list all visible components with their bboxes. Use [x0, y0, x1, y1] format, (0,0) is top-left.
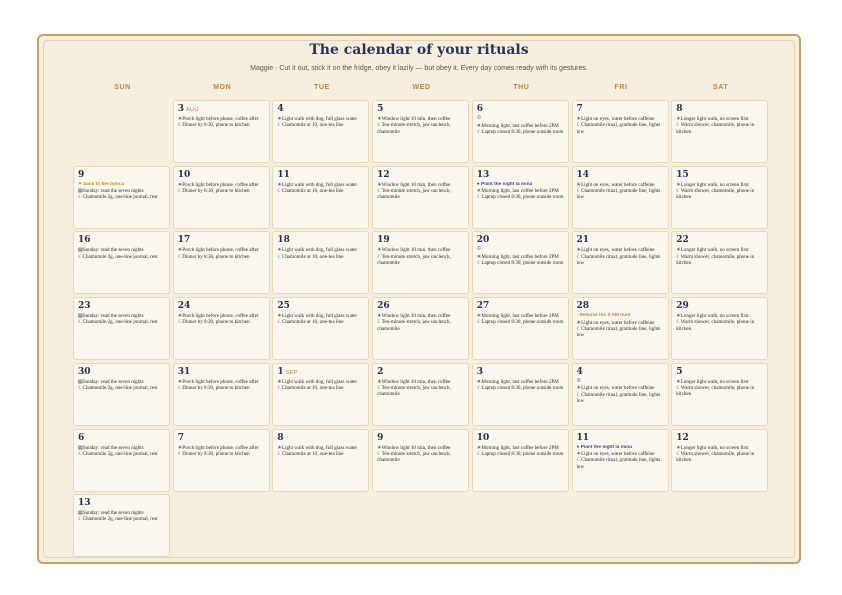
evening-ritual: ☾Warm shower, chamomile, phone in kitchen	[676, 450, 755, 464]
day-cell	[671, 231, 768, 294]
day-number-text: 6	[78, 432, 85, 443]
morning-ritual: ▤Sunday: read the seven nights	[78, 444, 144, 451]
day-cell	[272, 429, 369, 492]
evening-ritual: ☾Laptop closed 8:30, phone outside room	[476, 194, 564, 201]
weekday-wed: WED	[412, 84, 431, 91]
day-number	[477, 235, 564, 247]
day-cell	[173, 166, 270, 229]
day-number	[577, 235, 664, 247]
day-number	[577, 433, 664, 445]
day-number-text: 7	[177, 432, 184, 443]
day-number	[178, 170, 265, 182]
day-number	[577, 367, 664, 379]
evening-ritual: ☾Chamomile 2g, one-line journal, rest	[78, 319, 158, 326]
day-cell	[372, 166, 469, 229]
evening-ritual: ☾Warm shower, chamomile, phone in kitchen	[676, 319, 755, 332]
day-number	[577, 170, 664, 182]
morning-ritual: ▤Sunday: read the seven nights	[78, 188, 144, 195]
day-cell	[272, 297, 369, 360]
day-number-text: 16	[78, 235, 91, 246]
morning-ritual: ☀Light walk with dog, full glass water	[277, 116, 358, 122]
day-cell	[173, 429, 270, 492]
morning-ritual: ☀Window light 10 min, then coffee	[377, 116, 451, 122]
evening-ritual: ☾Ten-minute stretch, jaw unclench, chamomile	[377, 253, 451, 266]
calendar-sheet	[37, 34, 801, 564]
day-number	[277, 104, 364, 116]
day-cell	[173, 363, 270, 426]
day-number-text: 27	[476, 301, 490, 312]
day-cell	[671, 297, 768, 360]
day-cell	[572, 166, 669, 229]
day-number-text: 25	[277, 301, 290, 312]
moon-phase-icon: ©	[576, 378, 582, 384]
day-number	[78, 301, 165, 313]
day-number	[477, 301, 564, 313]
evening-ritual: ☾Dinner by 8:30, phone to kitchen	[177, 187, 250, 194]
evening-ritual: ☾Warm shower, chamomile, phone in kitchen	[676, 253, 755, 266]
weekday-thu: THU	[513, 84, 530, 91]
event-badge: ◦ Release the 3 AM hunt	[576, 313, 631, 319]
weekday-fri: FRI	[614, 84, 628, 91]
morning-ritual: ☀Morning light, last coffee before 2PM	[476, 444, 559, 451]
day-number	[676, 104, 763, 116]
evening-ritual: ☾Chamomile at 10, one-tea line	[277, 253, 344, 260]
day-number-text: 24	[177, 301, 191, 312]
evening-ritual: ☾Chamomile at 10, one-tea line	[277, 385, 344, 392]
day-number-text: 31	[177, 366, 191, 377]
evening-ritual: ☾Chamomile at 10, one-tea line	[277, 122, 344, 129]
day-cell	[372, 100, 469, 163]
evening-ritual: ☾Chamomile 2g, one-line journal, rest	[78, 385, 158, 392]
day-cell	[572, 363, 669, 426]
day-cell	[73, 363, 170, 426]
evening-ritual: ☾Dinner by 8:30, phone to kitchen	[177, 385, 250, 392]
day-number	[277, 433, 364, 445]
day-cell	[472, 166, 569, 229]
event-badge: ✦ back to the botica	[78, 181, 125, 187]
morning-ritual: ☀Porch light before phone, coffee after	[177, 378, 259, 385]
day-number	[178, 301, 265, 313]
day-cell	[572, 100, 669, 163]
day-number-text: 29	[676, 301, 689, 312]
day-cell	[572, 297, 669, 360]
morning-ritual: ☀Window light 10 min, then coffee	[377, 181, 451, 188]
morning-ritual: ☀Porch light before phone, coffee after	[177, 181, 259, 188]
morning-ritual: ☀Porch light before phone, coffee after	[177, 116, 259, 122]
day-number-text: 23	[78, 301, 91, 312]
morning-ritual: ☀Window light 10 min, then coffee	[377, 313, 451, 320]
day-number	[277, 170, 364, 182]
day-cell	[173, 231, 270, 294]
evening-ritual: ☾Laptop closed 8:30, phone outside room	[476, 128, 564, 135]
morning-ritual: ☀Longer light walk, no screen first	[676, 181, 749, 188]
morning-ritual: ☀Longer light walk, no screen first	[676, 378, 749, 385]
day-number	[277, 235, 364, 247]
event-badge: ● Plant the night la mina	[476, 181, 533, 187]
morning-ritual: ☀Morning light, last coffee before 2PM	[476, 122, 559, 129]
day-number-text: 19	[377, 235, 390, 246]
day-number-text: 10	[177, 169, 191, 180]
day-number	[78, 235, 165, 247]
evening-ritual: ☾Ten-minute stretch, jaw unclench, chamomile	[377, 319, 451, 332]
morning-ritual: ☀Light on eyes, water before caffeine	[576, 385, 655, 392]
page-subtitle: Maggie · Cut it out, stick it on the fridge, obey it lazily — but obey it. Every day comes ready with its gestures.	[250, 65, 588, 72]
day-cell	[572, 429, 669, 492]
day-number	[377, 367, 464, 379]
day-number-text: 8	[676, 104, 683, 114]
day-number-text: 20	[476, 235, 490, 246]
day-number-text: 13	[78, 498, 91, 509]
day-number	[277, 301, 364, 313]
morning-ritual: ☀Light walk with dog, full glass water	[277, 444, 358, 451]
day-cell	[73, 231, 170, 294]
day-number	[277, 367, 364, 379]
morning-ritual: ☀Porch light before phone, coffee after	[177, 313, 259, 320]
morning-ritual: ☀Morning light, last coffee before 2PM	[476, 313, 559, 320]
day-number-text: 12	[676, 432, 689, 443]
day-number	[377, 235, 464, 247]
morning-ritual: ☀Light walk with dog, full glass water	[277, 247, 358, 254]
day-number-text: 9	[377, 432, 384, 443]
day-cell	[372, 231, 469, 294]
morning-ritual: ☀Light walk with dog, full glass water	[277, 181, 358, 188]
evening-ritual: ☾Dinner by 8:30, phone to kitchen	[177, 450, 250, 457]
day-number	[377, 170, 464, 182]
day-number	[477, 104, 564, 116]
weekday-tue: TUE	[313, 84, 330, 91]
day-cell	[73, 297, 170, 360]
evening-ritual: ☾Dinner by 8:30, phone to kitchen	[177, 253, 250, 260]
day-number-text: 1	[277, 366, 284, 377]
day-number-text: 15	[676, 169, 689, 180]
evening-ritual: ☾Warm shower, chamomile, phone in kitchen	[676, 187, 755, 201]
day-number-text: 7	[576, 104, 583, 114]
morning-ritual: ▤Sunday: read the seven nights	[78, 247, 144, 254]
morning-ritual: ☀Longer light walk, no screen first	[676, 247, 749, 254]
morning-ritual: ☀Window light 10 min, then coffee	[377, 378, 451, 385]
day-cell	[671, 429, 768, 492]
weekday-sat: SAT	[713, 84, 729, 91]
day-number	[676, 301, 763, 313]
morning-ritual: ☀Morning light, last coffee before 2PM	[476, 188, 559, 195]
event-badge: ● Plant the night la mina	[576, 444, 632, 450]
evening-ritual: ☾Chamomile 2g, one-line journal, rest	[78, 516, 158, 523]
evening-ritual: ☾Chamomile ritual, gratitude line, lights low	[576, 457, 661, 470]
day-cell	[572, 231, 669, 294]
day-number-text: 11	[277, 169, 290, 180]
day-number-text: 4	[277, 104, 284, 114]
day-number	[577, 301, 664, 313]
morning-ritual: ☀Window light 10 min, then coffee	[377, 247, 451, 254]
day-cell	[73, 429, 170, 492]
day-number-text: 28	[576, 301, 590, 312]
morning-ritual: ☀Light walk with dog, full glass water	[277, 378, 358, 385]
day-number-text: 10	[476, 432, 490, 443]
page-title: The calendar of your rituals	[309, 42, 529, 58]
day-cell	[73, 494, 170, 557]
morning-ritual: ☀Light on eyes, water before caffeine	[576, 181, 655, 188]
day-cell	[272, 231, 369, 294]
day-number	[676, 235, 763, 247]
evening-ritual: ☾Chamomile 2g, one-line journal, rest	[78, 450, 158, 457]
evening-ritual: ☾Chamomile ritual, gratitude line, lights low	[576, 391, 661, 404]
morning-ritual: ☀Porch light before phone, coffee after	[177, 247, 259, 254]
moon-phase-icon: ©	[476, 116, 482, 121]
weekday-sun: SUN	[114, 84, 131, 91]
day-cell	[73, 166, 170, 229]
morning-ritual: ☀Porch light before phone, coffee after	[177, 444, 259, 451]
evening-ritual: ☾Chamomile at 10, one-tea line	[277, 319, 344, 326]
morning-ritual: ☀Light walk with dog, full glass water	[277, 313, 358, 320]
day-number	[477, 433, 564, 445]
day-number-text: 3	[476, 366, 484, 377]
day-number-text: 13	[476, 169, 490, 180]
day-number-text: 22	[676, 235, 689, 246]
evening-ritual: ☾Ten-minute stretch, jaw unclench, chamomile	[377, 450, 451, 464]
day-number	[377, 301, 464, 313]
day-number	[676, 170, 763, 182]
morning-ritual: ▤Sunday: read the seven nights	[78, 378, 144, 385]
day-number-text: 6	[476, 104, 484, 114]
day-number-text: 12	[377, 169, 390, 180]
evening-ritual: ☾Laptop closed 8:30, phone outside room	[476, 260, 564, 267]
day-number	[377, 433, 464, 445]
day-cell	[173, 100, 270, 163]
day-number-text: 14	[576, 169, 590, 180]
day-number-text: 5	[377, 104, 384, 114]
day-cell	[472, 363, 569, 426]
day-cell	[671, 166, 768, 229]
day-number-text: 9	[78, 169, 85, 180]
day-number-text: 5	[676, 366, 683, 377]
day-number-text: 3	[177, 104, 184, 114]
day-cell	[472, 297, 569, 360]
day-number-text: 30	[78, 366, 91, 377]
moon-phase-icon: ©	[476, 247, 482, 253]
day-number	[178, 367, 265, 379]
evening-ritual: ☾Dinner by 8:30, phone to kitchen	[177, 319, 250, 326]
day-number-text: 17	[177, 235, 191, 246]
evening-ritual: ☾Laptop closed 8:30, phone outside room	[476, 450, 564, 457]
day-number	[78, 433, 165, 445]
morning-ritual: ▤Sunday: read the seven nights	[78, 313, 144, 320]
day-number-text: 2	[377, 366, 384, 377]
evening-ritual: ☾Chamomile at 10, one-tea line	[277, 450, 344, 457]
day-cell	[472, 231, 569, 294]
day-number	[477, 367, 564, 379]
evening-ritual: ☾Chamomile ritual, gratitude line, lights low	[576, 122, 661, 135]
day-number	[377, 104, 464, 116]
morning-ritual: ☀Morning light, last coffee before 2PM	[476, 378, 559, 385]
day-number-text: 21	[576, 235, 590, 246]
day-cell	[272, 166, 369, 229]
evening-ritual: ☾Chamomile ritual, gratitude line, lights low	[576, 253, 661, 266]
evening-ritual: ☾Chamomile ritual, gratitude line, lights low	[576, 187, 661, 201]
morning-ritual: ☀Longer light walk, no screen first	[676, 116, 749, 122]
evening-ritual: ☾Ten-minute stretch, jaw unclench, chamomile	[377, 122, 451, 135]
evening-ritual: ☾Chamomile 2g, one-line journal, rest	[78, 253, 158, 260]
morning-ritual: ☀Light on eyes, water before caffeine	[576, 247, 655, 254]
evening-ritual: ☾Laptop closed 8:30, phone outside room	[476, 385, 564, 392]
evening-ritual: ☾Chamomile 2g, one-line journal, rest	[78, 194, 158, 201]
day-cell	[671, 363, 768, 426]
day-number	[178, 104, 265, 116]
day-number	[577, 104, 664, 116]
day-number	[78, 367, 165, 379]
day-cell	[272, 363, 369, 426]
weekday-mon: MON	[213, 84, 232, 91]
evening-ritual: ☾Ten-minute stretch, jaw unclench, chamomile	[377, 385, 451, 398]
day-cell	[671, 100, 768, 163]
morning-ritual: ☀Longer light walk, no screen first	[676, 313, 749, 320]
morning-ritual: ☀Morning light, last coffee before 2PM	[476, 253, 559, 260]
evening-ritual: ☾Laptop closed 8:30, phone outside room	[476, 319, 564, 326]
morning-ritual: ☀Window light 10 min, then coffee	[377, 444, 451, 451]
morning-ritual: ☀Light on eyes, water before caffeine	[576, 319, 655, 326]
day-number-text: 4	[576, 366, 583, 377]
month-label: SEP	[285, 369, 298, 376]
month-label: AUG	[185, 107, 200, 113]
evening-ritual: ☾Warm shower, chamomile, phone in kitchen	[676, 385, 755, 398]
evening-ritual: ☾Chamomile at 10, one-tea line	[277, 187, 344, 194]
day-number	[676, 433, 763, 445]
evening-ritual: ☾Chamomile ritual, gratitude line, lights low	[576, 325, 661, 339]
day-number	[178, 433, 265, 445]
day-cell	[173, 297, 270, 360]
morning-ritual: ▤Sunday: read the seven nights	[78, 510, 144, 517]
morning-ritual: ☀Light on eyes, water before caffeine	[576, 451, 655, 457]
day-number	[477, 170, 564, 182]
day-number-text: 11	[576, 432, 590, 443]
day-number-text: 8	[277, 432, 284, 443]
evening-ritual: ☾Dinner by 8:30, phone to kitchen	[177, 122, 250, 129]
morning-ritual: ☀Longer light walk, no screen first	[676, 444, 749, 451]
day-cell	[272, 100, 369, 163]
morning-ritual: ☀Light on eyes, water before caffeine	[576, 116, 655, 122]
day-number	[78, 170, 165, 182]
day-number-text: 18	[277, 235, 290, 246]
day-number	[78, 498, 165, 510]
day-cell	[372, 363, 469, 426]
day-cell	[472, 429, 569, 492]
evening-ritual: ☾Warm shower, chamomile, phone in kitchen	[676, 122, 755, 135]
day-number-text: 26	[377, 301, 390, 312]
day-number	[676, 367, 763, 379]
day-cell	[372, 429, 469, 492]
day-number	[178, 235, 265, 247]
evening-ritual: ☾Ten-minute stretch, jaw unclench, chamomile	[377, 187, 451, 201]
day-cell	[372, 297, 469, 360]
day-cell	[472, 100, 569, 163]
